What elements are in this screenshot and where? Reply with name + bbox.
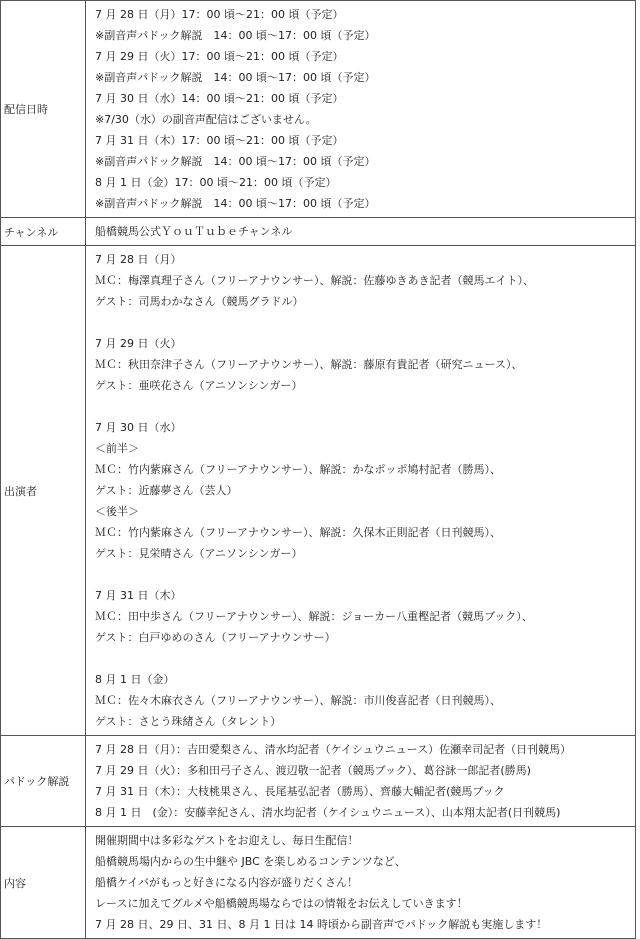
schedule-line: 8 月 1 日（金）17：00 頃～21：00 頃（予定） (95, 176, 337, 189)
cast-line: ＭＣ：梅澤真理子さん（フリーアナウンサー）、解説：佐藤ゆきあき記者（競馬エイト）、 (95, 274, 535, 287)
cast-line: ＭＣ：佐々木麻衣さん（フリーアナウンサー）、解説：市川俊喜記者（日刊競馬）、 (95, 694, 502, 707)
cast-line: ＜前半＞ (95, 442, 139, 455)
schedule-cell (86, 1, 636, 218)
schedule-line: 7 月 30 日（水）14：00 頃～21：00 頃（予定） (95, 92, 344, 105)
cast-line: ゲスト：見栄晴さん（アニソンシンガー） (95, 547, 303, 560)
schedule-row (1, 1, 636, 218)
blank-line (95, 396, 635, 417)
contents-line: 船橋競馬場内からの生中継や JBC を楽しめるコンテンツなど、 (95, 855, 406, 868)
contents-line: 船橋ケイバがもっと好きになる内容が盛りだくさん！ (95, 876, 359, 889)
paddock-label: パドック解説 (1, 736, 86, 827)
channel-label: チャンネル (1, 218, 86, 246)
cast-line: 7 月 28 日（月） (95, 253, 182, 266)
schedule-label: 配信日時 (1, 1, 86, 218)
paddock-line: 7 月 31 日（木）：大枝桃果さん、長尾基弘記者（勝馬）、齊藤大輔記者(競馬ブック (95, 785, 505, 798)
channel-cell (86, 218, 636, 246)
cast-line: ゲスト：司馬わかなさん（競馬グラドル） (95, 295, 304, 308)
schedule-line: 7 月 28 日（月）17：00 頃～21：00 頃（予定） (95, 8, 344, 21)
cast-line: 7 月 30 日（水） (95, 421, 182, 434)
cast-row (1, 246, 636, 736)
contents-line: 開催期間中は多彩なゲストをお迎えし、毎日生配信！ (95, 834, 359, 847)
cast-line: 7 月 31 日（木） (95, 589, 182, 602)
schedule-line: ※副音声パドック解説 14：00 頃～17：00 頃（予定） (95, 29, 376, 42)
cast-line: ＭＣ：秋田奈津子さん（フリーアナウンサー）、解説：藤原有貴記者（研究ニュース）、 (95, 358, 523, 371)
cast-line: ゲスト：近藤夢さん（芸人） (95, 484, 238, 497)
channel-value: 船橋競馬公式ＹｏｕＴｕｂｅチャンネル (95, 225, 293, 238)
cast-line: 8 月 1 日（金） (95, 673, 175, 686)
cast-line: ゲスト：白戸ゆめのさん（フリーアナウンサー） (95, 631, 336, 644)
cast-line: ゲスト：亜咲花さん（アニソンシンガー） (95, 379, 303, 392)
blank-line (95, 564, 635, 585)
contents-label: 内容 (1, 827, 86, 939)
channel-row (1, 218, 636, 246)
paddock-line: 7 月 28 日（月）：吉田愛梨さん、清水均記者（ケイシュウニュース）佐瀬幸司記者（日刊競馬） (95, 743, 572, 756)
cast-line: ＜後半＞ (95, 505, 139, 518)
schedule-line: ※7/30（水）の副音声配信はございません。 (95, 113, 317, 126)
cast-line: ＭＣ：田中歩さん（フリーアナウンサー）、解説：ジョーカー八重樫記者（競馬ブック）、 (95, 610, 533, 623)
schedule-line: 7 月 31 日（木）17：00 頃～21：00 頃（予定） (95, 134, 344, 147)
blank-line (95, 312, 635, 333)
schedule-line: ※副音声パドック解説 14：00 頃～17：00 頃（予定） (95, 71, 376, 84)
cast-label: 出演者 (1, 246, 86, 736)
cast-line: ＭＣ：竹内紫麻さん（フリーアナウンサー）、解説：かなポッポ鳩村記者（勝馬）、 (95, 463, 502, 476)
schedule-line: ※副音声パドック解説 14：00 頃～17：00 頃（予定） (95, 155, 376, 168)
paddock-line: 7 月 29 日（火）：多和田弓子さん、渡辺敬一記者（競馬ブック）、葛谷詠一郎記者(勝馬) (95, 764, 531, 777)
contents-line: レースに加えてグルメや船橋競馬場ならではの情報をお伝えしていきます！ (95, 897, 468, 910)
blank-line (95, 648, 635, 669)
schedule-line: 7 月 29 日（火）17：00 頃～21：00 頃（予定） (95, 50, 344, 63)
cast-line: ＭＣ：竹内紫麻さん（フリーアナウンサー）、解説：久保木正則記者（日刊競馬）、 (95, 526, 502, 539)
cast-line: ゲスト：さとう珠緒さん（タレント） (95, 715, 282, 728)
cast-line: 7 月 29 日（火） (95, 337, 182, 350)
contents-line: 7 月 28 日、29 日、31 日、8 月 1 日は 14 時頃から副音声でパドック解説も実施します！ (95, 918, 548, 931)
schedule-line: ※副音声パドック解説 14：00 頃～17：00 頃（予定） (95, 197, 376, 210)
paddock-row (1, 736, 636, 827)
paddock-cell (86, 736, 636, 827)
paddock-line: 8 月 1 日 (金）：安藤幸紀さん、清水均記者（ケイシュウニュース）、山本翔太記者(日刊競馬) (95, 806, 561, 819)
cast-cell (86, 246, 636, 736)
